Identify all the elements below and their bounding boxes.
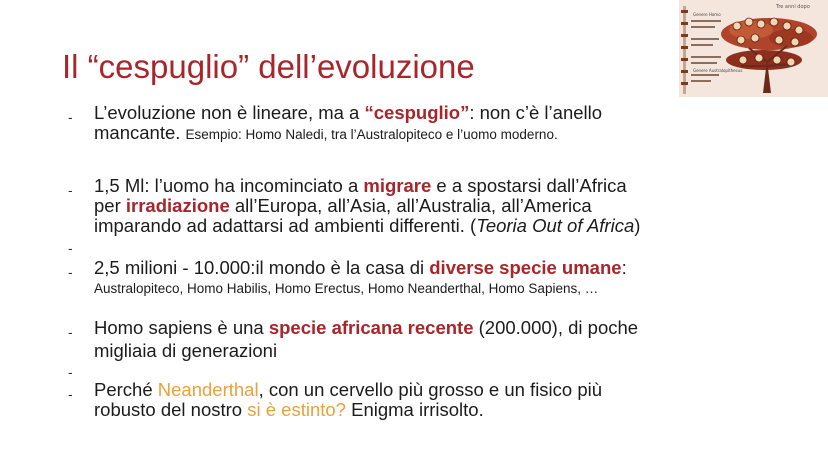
bullet-dash: -	[68, 364, 73, 380]
bullet-5-line-2	[94, 399, 484, 421]
thumbnail-label-homo: Genere Homo	[693, 12, 721, 17]
text-span: 2,5 milioni - 10.000:il mondo è la casa di	[94, 257, 430, 278]
text-span: all’Europa, all’Asia, all’Australia, all’America	[229, 195, 592, 216]
bullet-2-line-1	[94, 175, 627, 197]
text-span: Perché	[94, 379, 158, 400]
keyword-si-e-estinto: si è estinto?	[247, 399, 346, 420]
bullet-5-line-1	[94, 379, 602, 401]
thumbnail-label-australopithecus: Genere Australopithecus	[693, 68, 743, 73]
text-span: robusto del nostro	[94, 399, 248, 420]
text-span: L’evoluzione non è lineare, ma a	[94, 102, 365, 123]
text-span: )	[634, 215, 641, 236]
bullet-2-line-3	[94, 215, 640, 237]
text-span: (200.000), di poche	[473, 317, 639, 338]
text-span: : non c’è l’anello	[469, 102, 603, 123]
bullet-dash: -	[68, 182, 73, 198]
text-span: :	[621, 257, 627, 278]
theory-name: Teoria Out of Africa	[476, 215, 635, 236]
keyword-diverse-specie: diverse specie umane	[429, 257, 622, 278]
bullet-dash: -	[68, 240, 73, 256]
bullet-4-line-1	[94, 317, 638, 339]
bullet-2-line-2	[94, 195, 592, 217]
text-span: Homo sapiens è una	[94, 317, 269, 338]
text-span: e a spostarsi dall’Africa	[431, 175, 627, 196]
bullet-1-line-2	[94, 122, 558, 144]
evolution-tree-thumbnail	[679, 0, 828, 97]
keyword-migrare: migrare	[363, 175, 432, 196]
bullet-3-line-2: Australopiteco, Homo Habilis, Homo Erectus, Homo Neanderthal, Homo Sapiens, …	[94, 281, 599, 296]
example-text: Esempio: Homo Naledi, tra l’Australopiteco e l’uomo moderno.	[185, 127, 558, 142]
text-span: imparando ad adattarsi ad ambienti differenti. (	[94, 215, 477, 236]
keyword-irradiazione: irradiazione	[125, 195, 230, 216]
bullet-dash: -	[68, 264, 73, 280]
slide-title: Il “cespuglio” dell’evoluzione	[62, 48, 475, 85]
keyword-cespuglio: “cespuglio”	[364, 102, 470, 123]
thumbnail-caption: Tre anni dopo	[776, 4, 810, 10]
bullet-4-line-2: migliaia di generazioni	[94, 340, 278, 361]
bullet-3-line-1	[94, 257, 627, 279]
keyword-neanderthal: Neanderthal	[157, 379, 259, 400]
keyword-specie-africana: specie africana recente	[268, 317, 474, 338]
bullet-dash: -	[68, 386, 73, 402]
bullet-dash: -	[68, 324, 73, 340]
text-span: Enigma irrisolto.	[345, 399, 484, 420]
text-span: mancante.	[94, 122, 186, 143]
text-span: 1,5 Ml: l’uomo ha incominciato a	[94, 175, 364, 196]
text-span: per	[94, 195, 126, 216]
text-span: , con un cervello più grosso e un fisico più	[258, 379, 603, 400]
bullet-dash: -	[68, 109, 73, 125]
bullet-1-line-1	[94, 102, 602, 124]
